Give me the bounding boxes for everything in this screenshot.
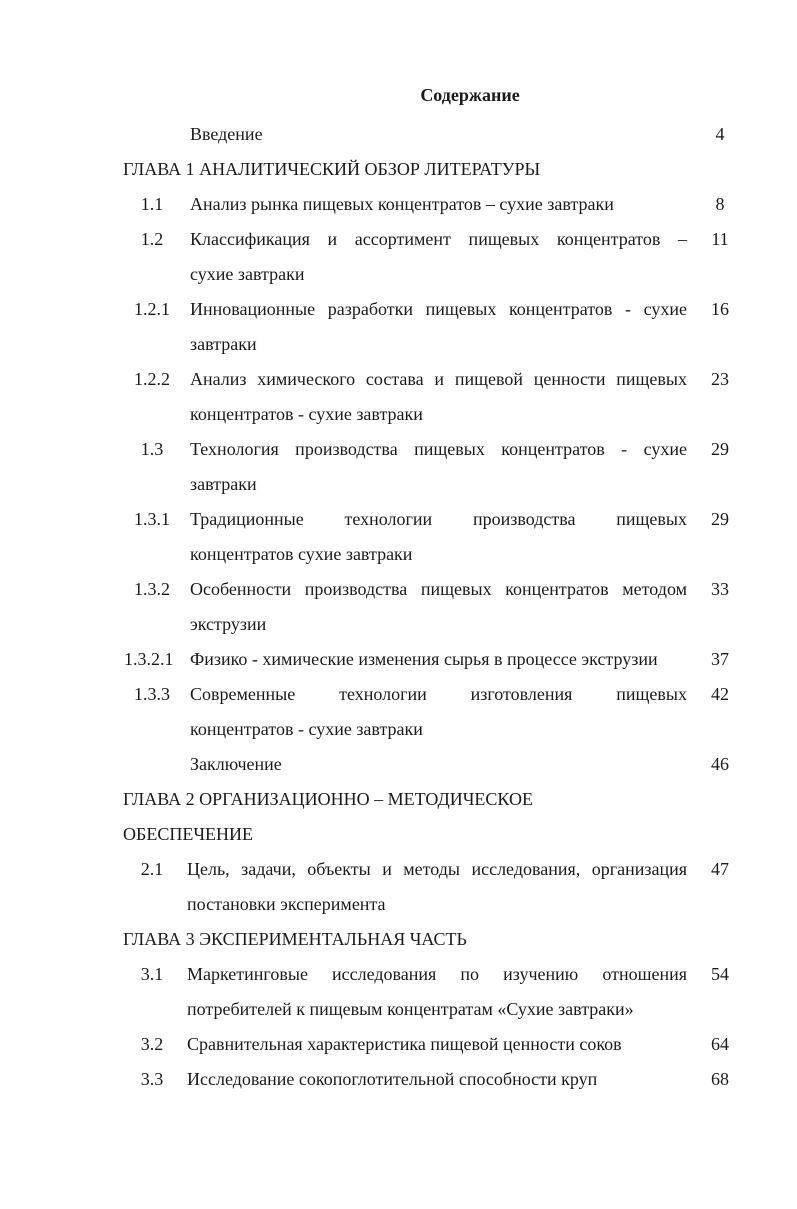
toc-entry-2-1 bbox=[0, 852, 797, 922]
chapter-heading-2: ГЛАВА 2 ОРГАНИЗАЦИОННО – МЕТОДИЧЕСКОЕ bbox=[123, 789, 533, 809]
toc-entry-1-3 bbox=[0, 432, 797, 502]
toc-entry-line: концентратов - сухие завтраки bbox=[190, 719, 423, 739]
toc-entry-text bbox=[187, 1062, 687, 1097]
toc-entry-number: 3.2 bbox=[140, 1034, 164, 1054]
toc-entry-text bbox=[190, 187, 687, 222]
toc-entry-line: Исследование сокопоглотительной способности круп bbox=[187, 1069, 598, 1089]
toc-entry-1-2-2 bbox=[0, 362, 797, 432]
toc-entry-line: Анализ рынка пищевых концентратов – сухие завтраки bbox=[190, 194, 614, 214]
toc-entry-page: 64 bbox=[711, 1034, 729, 1054]
toc-entry-number: 2.1 bbox=[140, 859, 164, 879]
toc-entry-page: 37 bbox=[711, 649, 729, 669]
toc-entry-number: 1.3.3 bbox=[134, 684, 170, 704]
toc-entry-line: Цель, задачи, объекты и методы исследования, организация bbox=[187, 859, 687, 879]
toc-entry-text bbox=[190, 642, 687, 677]
toc-entry-line: Инновационные разработки пищевых концентратов - сухие bbox=[190, 299, 687, 319]
toc-entry-3-1 bbox=[0, 957, 797, 1027]
toc-entry-1-3-2 bbox=[0, 572, 797, 642]
toc-entry-line: сухие завтраки bbox=[190, 264, 305, 284]
toc-entry-text bbox=[187, 957, 687, 1027]
toc-entry-page: 4 bbox=[715, 124, 725, 144]
toc-entry-text bbox=[190, 222, 687, 292]
toc-entry-1-3-3 bbox=[0, 677, 797, 747]
toc-entry-text bbox=[190, 362, 687, 432]
toc-entry-page: 8 bbox=[715, 194, 725, 214]
toc-entry-page: 11 bbox=[711, 229, 729, 249]
toc-entry-number: 1.3 bbox=[140, 439, 164, 459]
toc-entry-page: 46 bbox=[711, 754, 729, 774]
toc-entry-text bbox=[187, 852, 687, 922]
toc-entry-1-3-2-1 bbox=[0, 642, 797, 677]
toc-entry-page: 29 bbox=[711, 439, 729, 459]
toc-entry-number: 1.2 bbox=[140, 229, 164, 249]
toc-entry-1-3-1 bbox=[0, 502, 797, 572]
toc-entry-text bbox=[190, 572, 687, 642]
toc-entry-1-1 bbox=[0, 187, 797, 222]
toc-entry-1-2 bbox=[0, 222, 797, 292]
toc-entry-line: Классификация и ассортимент пищевых концентратов – bbox=[190, 229, 687, 249]
toc-entry-line: Особенности производства пищевых концентратов методом bbox=[190, 579, 687, 599]
toc-entry-page: 23 bbox=[711, 369, 729, 389]
toc-entry-text: Введение bbox=[190, 124, 263, 144]
toc-entry-page: 33 bbox=[711, 579, 729, 599]
toc-entry-number: 1.2.1 bbox=[134, 299, 170, 319]
chapter-heading-1: ГЛАВА 1 АНАЛИТИЧЕСКИЙ ОБЗОР ЛИТЕРАТУРЫ bbox=[123, 159, 541, 179]
toc-entry-text bbox=[190, 677, 687, 747]
toc-entry-page: 29 bbox=[711, 509, 729, 529]
toc-entry-line: завтраки bbox=[190, 474, 257, 494]
toc-entry-intro bbox=[0, 117, 797, 152]
toc-entry-number: 3.1 bbox=[140, 964, 164, 984]
toc-entry-line: постановки эксперимента bbox=[187, 894, 386, 914]
toc-entry-3-2 bbox=[0, 1027, 797, 1062]
chapter-heading-3: ГЛАВА 3 ЭКСПЕРИМЕНТАЛЬНАЯ ЧАСТЬ bbox=[123, 929, 467, 949]
toc-entry-text bbox=[190, 292, 687, 362]
toc-entry-line: Традиционные технологии производства пищевых bbox=[190, 509, 687, 529]
page-title: Содержание bbox=[420, 85, 520, 105]
toc-entry-number: 1.3.1 bbox=[134, 509, 170, 529]
toc-entry-line: Современные технологии изготовления пищевых bbox=[190, 684, 687, 704]
toc-entry-number: 1.3.2.1 bbox=[124, 649, 174, 669]
toc-entry-line: Физико - химические изменения сырья в процессе экструзии bbox=[190, 649, 658, 669]
toc-entry-text bbox=[187, 1027, 687, 1062]
toc-entry-3-3 bbox=[0, 1062, 797, 1097]
toc-entry-conclusion bbox=[0, 747, 797, 782]
toc-entry-text: Заключение bbox=[190, 754, 282, 774]
toc-entry-line: концентратов сухие завтраки bbox=[190, 544, 413, 564]
toc-entry-line: экструзии bbox=[190, 614, 267, 634]
toc-entry-line: Анализ химического состава и пищевой ценности пищевых bbox=[190, 369, 687, 389]
toc-entry-page: 68 bbox=[711, 1069, 729, 1089]
toc-entry-text bbox=[190, 432, 687, 502]
toc-entry-line: потребителей к пищевым концентратам «Сухие завтраки» bbox=[187, 999, 634, 1019]
toc-entry-line: завтраки bbox=[190, 334, 257, 354]
toc-entry-number: 3.3 bbox=[140, 1069, 164, 1089]
toc-entry-line: Сравнительная характеристика пищевой ценности соков bbox=[187, 1034, 622, 1054]
table-of-contents bbox=[0, 117, 797, 1097]
chapter-heading-2-continued: ОБЕСПЕЧЕНИЕ bbox=[123, 824, 254, 844]
toc-entry-number: 1.1 bbox=[140, 194, 164, 214]
toc-entry-line: Маркетинговые исследования по изучению отношения bbox=[187, 964, 687, 984]
toc-entry-page: 47 bbox=[711, 859, 729, 879]
toc-entry-page: 54 bbox=[711, 964, 729, 984]
toc-entry-page: 42 bbox=[711, 684, 729, 704]
toc-entry-number: 1.3.2 bbox=[134, 579, 170, 599]
toc-entry-number: 1.2.2 bbox=[134, 369, 170, 389]
toc-entry-text bbox=[190, 502, 687, 572]
toc-entry-line: Технология производства пищевых концентратов - сухие bbox=[190, 439, 687, 459]
toc-entry-1-2-1 bbox=[0, 292, 797, 362]
toc-entry-page: 16 bbox=[711, 299, 729, 319]
toc-entry-line: концентратов - сухие завтраки bbox=[190, 404, 423, 424]
